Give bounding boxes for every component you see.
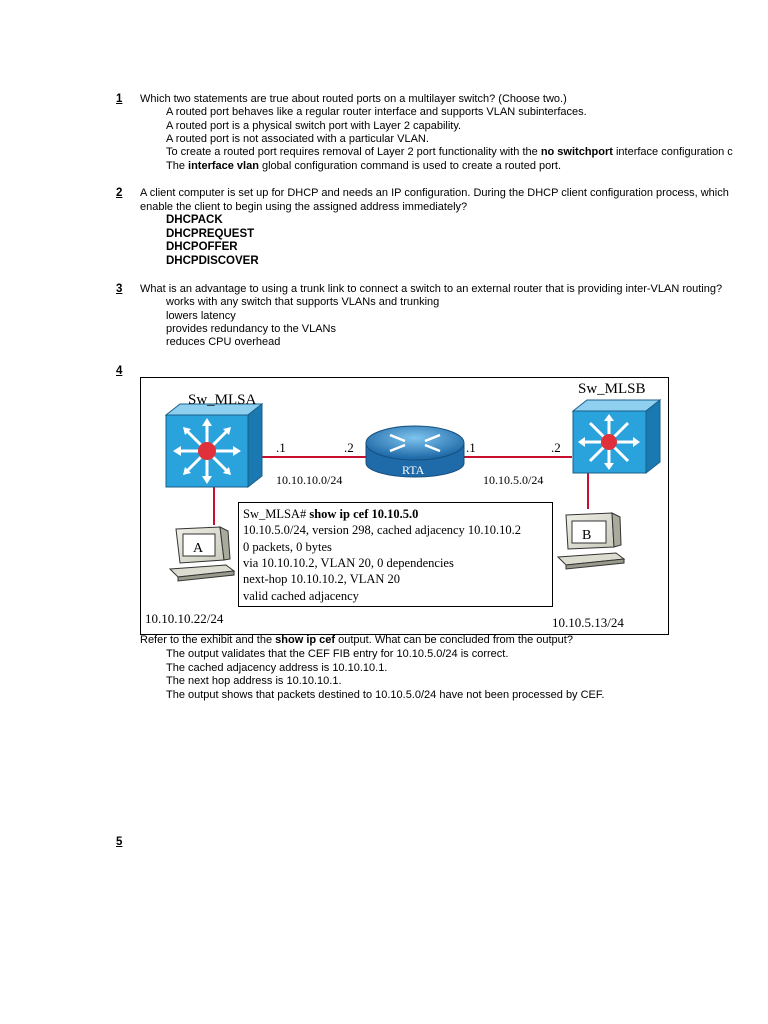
question-number-5: 5 bbox=[116, 836, 123, 848]
cli-output-line-3: via 10.10.10.2, VLAN 20, 0 dependencies bbox=[243, 556, 454, 570]
cli-output-line-4: next-hop 10.10.10.2, VLAN 20 bbox=[243, 572, 401, 586]
q4-option-2[interactable]: The cached adjacency address is 10.10.10.1. bbox=[166, 661, 388, 674]
q4-option-3[interactable]: The next hop address is 10.10.10.1. bbox=[166, 675, 342, 687]
question-number-1: 1 bbox=[116, 93, 123, 105]
q2-option-1[interactable]: DHCPACK bbox=[166, 214, 223, 226]
network-left-label: 10.10.10.0/24 bbox=[276, 473, 343, 487]
cli-command-line bbox=[243, 507, 418, 521]
question-2-text-line2: enable the client to begin using the assigned address immediately? bbox=[140, 200, 468, 213]
q3-option-4[interactable]: reduces CPU overhead bbox=[166, 336, 281, 348]
q1-option-3[interactable]: A routed port is not associated with a particular VLAN. bbox=[166, 133, 429, 145]
question-number-3: 3 bbox=[116, 283, 123, 295]
multilayer-switch-a-icon bbox=[166, 404, 262, 487]
question-number-2: 2 bbox=[116, 187, 123, 199]
question-number-4: 4 bbox=[116, 365, 123, 377]
q1-option-2[interactable]: A routed port is a physical switch port with Layer 2 capability. bbox=[166, 119, 462, 132]
pc-a-label: A bbox=[193, 541, 204, 556]
q1-option-5-pre: The bbox=[166, 159, 189, 172]
q4-text-post: output. What can be concluded from the output? bbox=[335, 634, 573, 646]
cli-output-line-5: valid cached adjacency bbox=[243, 589, 359, 603]
q1-option-4-bold: no switchport bbox=[540, 146, 613, 158]
router-label: RTA bbox=[402, 463, 425, 477]
network-exhibit bbox=[140, 377, 669, 635]
q1-option-4-post: interface configuration c bbox=[612, 146, 733, 158]
q3-option-3[interactable]: provides redundancy to the VLANs bbox=[166, 323, 336, 335]
cli-output-line-1: 10.10.5.0/24, version 298, cached adjacency 10.10.10.2 bbox=[243, 523, 522, 537]
q3-option-1[interactable]: works with any switch that supports VLANs and trunking bbox=[166, 296, 440, 308]
cli-command: show ip cef 10.10.5.0 bbox=[306, 507, 419, 521]
cli-prompt: Sw_MLSA# bbox=[243, 507, 307, 521]
q2-option-4[interactable]: DHCPDISCOVER bbox=[166, 254, 259, 267]
q1-option-5-bold: interface vlan bbox=[188, 159, 259, 172]
q4-option-1[interactable]: The output validates that the CEF FIB entry for 10.10.5.0/24 is correct. bbox=[166, 648, 509, 660]
multilayer-switch-b-icon bbox=[573, 400, 660, 473]
q4-text-bold: show ip cef bbox=[275, 634, 336, 646]
switch-b-label: Sw_MLSB bbox=[578, 381, 646, 397]
q1-option-1[interactable]: A routed port behaves like a regular router interface and supports VLAN subinterfaces. bbox=[166, 106, 587, 118]
q4-option-4[interactable]: The output shows that packets destined to 10.10.5.0/24 have not been processed by CEF. bbox=[166, 688, 605, 701]
question-3-text: What is an advantage to using a trunk link to connect a switch to an external router that is providing inter-VLAN routing? bbox=[140, 283, 723, 295]
q4-text-pre: Refer to the exhibit and the bbox=[140, 634, 276, 646]
q1-option-4[interactable] bbox=[166, 146, 733, 160]
link2-left-ip: .1 bbox=[466, 440, 476, 455]
cli-output-line-2: 0 packets, 0 bytes bbox=[243, 540, 332, 554]
q1-option-5-post: global configuration command is used to create a routed port. bbox=[258, 159, 562, 172]
q1-option-5[interactable] bbox=[166, 160, 561, 174]
question-1-text: Which two statements are true about routed ports on a multilayer switch? (Choose two.) bbox=[140, 93, 567, 105]
question-2-text-line1: A client computer is set up for DHCP and needs an IP configuration. During the DHCP client configuration process, which bbox=[140, 187, 729, 199]
link1-left-ip: .1 bbox=[276, 440, 286, 455]
switch-a-label: Sw_MLSA bbox=[188, 392, 257, 408]
q1-option-4-pre: To create a routed port requires removal of Layer 2 port functionality with the bbox=[166, 146, 541, 158]
q2-option-2[interactable]: DHCPREQUEST bbox=[166, 227, 255, 240]
link2-right-ip: .2 bbox=[551, 440, 561, 455]
q2-option-3[interactable]: DHCPOFFER bbox=[166, 241, 238, 253]
pc-b-ip: 10.10.5.13/24 bbox=[552, 615, 624, 630]
q3-option-2[interactable]: lowers latency bbox=[166, 309, 236, 322]
link1-right-ip: .2 bbox=[344, 440, 354, 455]
pc-a-ip: 10.10.10.22/24 bbox=[145, 611, 224, 626]
question-4-text bbox=[140, 634, 573, 648]
network-right-label: 10.10.5.0/24 bbox=[483, 473, 544, 487]
pc-b-label: B bbox=[582, 528, 592, 543]
